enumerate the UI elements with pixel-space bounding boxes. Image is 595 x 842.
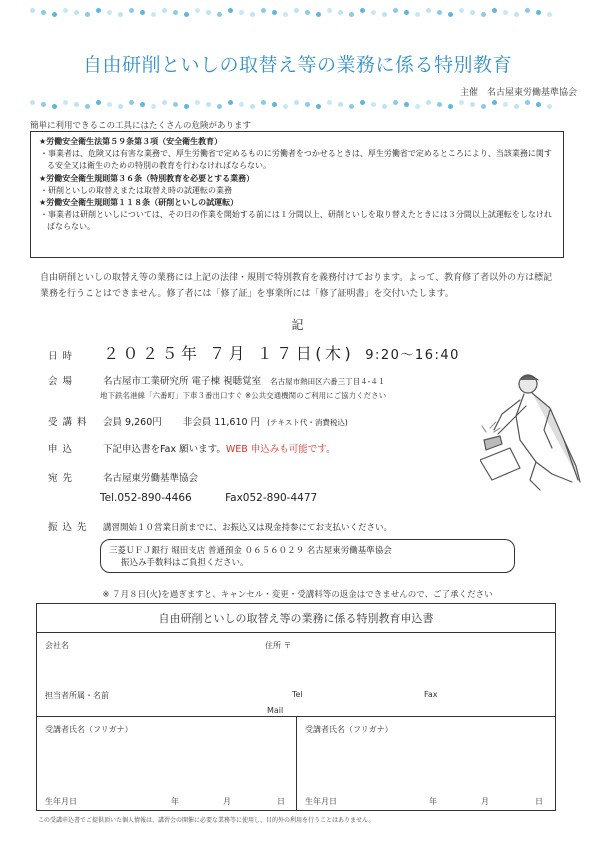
tel-field[interactable]: Tel (292, 690, 303, 699)
date-row (48, 341, 460, 364)
law2-body: ・研削といしの取替えまたは取替え時の試運転の業務 (40, 185, 232, 195)
decorative-dot (338, 102, 343, 107)
address-row (48, 470, 198, 484)
date-value: ２０２５年 ７月 １７日(木) (103, 344, 355, 363)
decorative-dot (459, 8, 464, 13)
decorative-dot (283, 104, 288, 109)
venue-access: 地下鉄名港線「六番町」下車３番出口すぐ ※公共交通機関のご利用にご協力ください (100, 391, 387, 400)
decorative-dot (525, 100, 530, 105)
fax-field[interactable]: Fax (424, 690, 438, 699)
furi-label: 振込先 (48, 522, 92, 533)
decorative-dot (107, 102, 112, 107)
decorative-dot (239, 10, 244, 15)
trainee-name-field-2[interactable]: 受講者氏名（フリガナ） (305, 725, 393, 734)
fee-row (48, 414, 348, 428)
cancellation-notice: ※ ７月８日(火)を過ぎますと、キャンセル・変更・受講料等の返金はできませんので、ご了承ください (102, 590, 493, 600)
decorative-dot (327, 100, 332, 105)
decorative-dot (129, 100, 134, 105)
law2-title: ★労働安全衛生規則第３６条（特別教育を必要とする業務） (39, 173, 255, 183)
decorative-dot (74, 102, 79, 107)
decorative-dot (327, 8, 332, 13)
decorative-dot (228, 100, 233, 105)
decorative-dot (360, 100, 365, 105)
decorative-dot (426, 8, 431, 13)
decorative-dot (151, 12, 156, 17)
caution-lead: 簡単に利用できるこの工具にはたくさんの危険があります (30, 121, 252, 131)
decorative-dot (382, 104, 387, 109)
decorative-dot (250, 12, 255, 17)
date-label: 日時 (48, 351, 78, 362)
bank-box (100, 539, 515, 573)
decorative-dot (206, 102, 211, 107)
decorative-dot (52, 104, 57, 109)
decorative-dot (96, 8, 101, 13)
birth-year-2: 年 (429, 797, 437, 806)
tel-number: Tel.052-890-4466 (100, 492, 192, 504)
addr-label: 宛先 (48, 473, 78, 484)
decorative-dot (239, 102, 244, 107)
venue-address: 名古屋市熱田区六番三丁目４-４１ (270, 377, 386, 386)
decorative-dot (195, 8, 200, 13)
decorative-dot (41, 102, 46, 107)
decorative-dot (448, 104, 453, 109)
worker-grinding-illustration (480, 370, 590, 500)
law1-body: ・事業者は、危険又は有害な業務で、厚生労働省で定めるものに労働者をつかせるときは、厚生労働省で定めるところにより、当該業務に関する安全又は衛生のための特別の教育を行わなければならない。 (40, 149, 552, 171)
venue-label: 会場 (48, 376, 78, 387)
intro-paragraph: 自由研削といしの取替え等の業務には上記の法律・規則で特別教育を義務付けております。よって、教育修了者以外の方は標記業務を行うことはできません。修了者には「修了証」を事業所には「修了証明書」を交付いたします。 (40, 273, 553, 299)
form-column-divider (296, 716, 297, 810)
decorative-dot (481, 12, 486, 17)
decorative-dot (404, 10, 409, 15)
birth-label-1[interactable]: 生年月日 (45, 797, 77, 806)
decorative-dot (118, 104, 123, 109)
decorative-dot (371, 102, 376, 107)
decorative-dot (129, 8, 134, 13)
decorative-dot (294, 8, 299, 13)
bank-line2: 振込み手数料はご負担ください。 (121, 558, 249, 568)
fee-note: (テキスト代・消費税込) (267, 418, 348, 427)
decorative-dot (63, 100, 68, 105)
decorative-dot (173, 10, 178, 15)
decorative-dot (393, 8, 398, 13)
decorative-dot (63, 8, 68, 13)
address-field[interactable]: 住所 〒 (265, 641, 292, 650)
birth-day-1: 日 (277, 797, 285, 806)
decorative-dot (151, 104, 156, 109)
decorative-dot (250, 104, 255, 109)
decorative-dot (30, 8, 35, 13)
decorative-dot (415, 12, 420, 17)
company-name-field[interactable]: 会社名 (45, 641, 69, 650)
addr-name: 名古屋東労働基準協会 (103, 473, 199, 484)
decorative-dot (536, 102, 541, 107)
decorative-dot (30, 100, 35, 105)
decorative-dot (360, 8, 365, 13)
decorative-dot (305, 10, 310, 15)
decorative-dot (272, 10, 277, 15)
decorative-dot (41, 10, 46, 15)
furi-text: 講習開始１０営業日前までに、お振込又は現金持参にてお支払いください。 (103, 523, 393, 533)
decorative-dot (349, 104, 354, 109)
decorative-dot (536, 10, 541, 15)
decorative-dot (316, 12, 321, 17)
apply-row (48, 441, 336, 455)
decorative-dot (74, 10, 79, 15)
decorative-dot (459, 100, 464, 105)
decorative-dot (503, 10, 508, 15)
fee-member: 会員 9,260円 (103, 417, 162, 428)
decorative-dot (217, 12, 222, 17)
decorative-dot (426, 100, 431, 105)
decorative-dots-bottom (30, 100, 565, 112)
decorative-dot (371, 10, 376, 15)
apply-text: 下記申込書をFax 願います。 (103, 444, 226, 455)
apply-label: 申込 (48, 444, 78, 455)
law3-body: ・事業者は研削といしについては、その日の作業を開始する前には１分間以上、研削といしを取り替えたときには３分間以上試運転をしなければならない。 (40, 210, 552, 232)
decorative-dot (514, 104, 519, 109)
decorative-dot (96, 100, 101, 105)
decorative-dot (547, 104, 552, 109)
tel-fax-row (100, 492, 317, 504)
decorative-dot (184, 12, 189, 17)
decorative-dot (470, 10, 475, 15)
decorative-dot (228, 8, 233, 13)
decorative-dot (316, 104, 321, 109)
decorative-dot (140, 10, 145, 15)
decorative-dot (184, 104, 189, 109)
decorative-dots-top (30, 8, 565, 20)
decorative-dot (294, 100, 299, 105)
law1-title: ★労働安全衛生法第５９条第３項（安全衛生教育） (39, 137, 223, 146)
decorative-dot (492, 100, 497, 105)
venue-row (48, 373, 385, 387)
mail-field[interactable]: Mail (267, 706, 284, 715)
decorative-dot (503, 102, 508, 107)
birth-month-2: 月 (481, 797, 489, 806)
decorative-dot (525, 8, 530, 13)
decorative-dot (195, 100, 200, 105)
decorative-dot (338, 10, 343, 15)
decorative-dot (349, 12, 354, 17)
decorative-dot (85, 104, 90, 109)
law-box (30, 131, 564, 258)
decorative-dot (261, 100, 266, 105)
decorative-dot (107, 10, 112, 15)
privacy-note: この受講申込書でご提供頂いた個人情報は、講習会の開催に必要な業務等に使用し、目的外の利用を行うことはありません。 (38, 817, 375, 824)
birth-day-2: 日 (535, 797, 543, 806)
apply-web-text: WEB 申込みも可能です。 (225, 444, 336, 455)
decorative-dot (261, 8, 266, 13)
fee-label: 受講料 (48, 417, 92, 428)
decorative-dot (437, 10, 442, 15)
decorative-dot (514, 12, 519, 17)
application-form (36, 603, 556, 811)
decorative-dot (437, 102, 442, 107)
birth-month-1: 月 (223, 797, 231, 806)
decorative-dot (448, 12, 453, 17)
decorative-dot (140, 102, 145, 107)
decorative-dot (283, 12, 288, 17)
decorative-dot (173, 102, 178, 107)
person-field[interactable]: 担当者所属・名前 (45, 691, 109, 700)
decorative-dot (481, 104, 486, 109)
transfer-row (48, 519, 392, 533)
form-title: 自由研削といしの取替え等の業務に係る特別教育申込書 (37, 604, 555, 633)
decorative-dot (118, 12, 123, 17)
decorative-dot (272, 102, 277, 107)
page-title: 自由研削といしの取替え等の業務に係る特別教育 (82, 54, 512, 76)
decorative-dot (305, 102, 310, 107)
decorative-dot (547, 12, 552, 17)
venue-name: 名古屋市工業研究所 電子棟 視聴覚室 (103, 376, 262, 387)
law3-title: ★労働安全衛生規則第１１８条（研削といしの試運転） (39, 198, 239, 208)
trainee-name-field-1[interactable]: 受講者氏名（フリガナ） (45, 725, 133, 734)
decorative-dot (85, 12, 90, 17)
bank-line1: 三菱ＵＦＪ銀行 堀田支店 普通預金 ０６５６０２９ 名古屋東労働基準協会 (109, 546, 392, 556)
decorative-dot (492, 8, 497, 13)
decorative-dot (470, 102, 475, 107)
birth-label-2[interactable]: 生年月日 (305, 797, 337, 806)
decorative-dot (206, 10, 211, 15)
decorative-dot (382, 12, 387, 17)
birth-year-1: 年 (171, 797, 179, 806)
decorative-dot (52, 12, 57, 17)
fax-number: Fax052-890-4477 (225, 492, 318, 504)
time-value: 9:20～16:40 (365, 348, 460, 363)
decorative-dot (393, 100, 398, 105)
host-organization: 主催 名古屋東労働基準協会 (459, 88, 577, 98)
decorative-dot (162, 100, 167, 105)
decorative-dot (415, 104, 420, 109)
decorative-dot (217, 104, 222, 109)
ki-heading: 記 (291, 318, 304, 332)
decorative-dot (404, 102, 409, 107)
decorative-dot (162, 8, 167, 13)
fee-nonmember: 非会員 11,610 円 (182, 417, 261, 428)
